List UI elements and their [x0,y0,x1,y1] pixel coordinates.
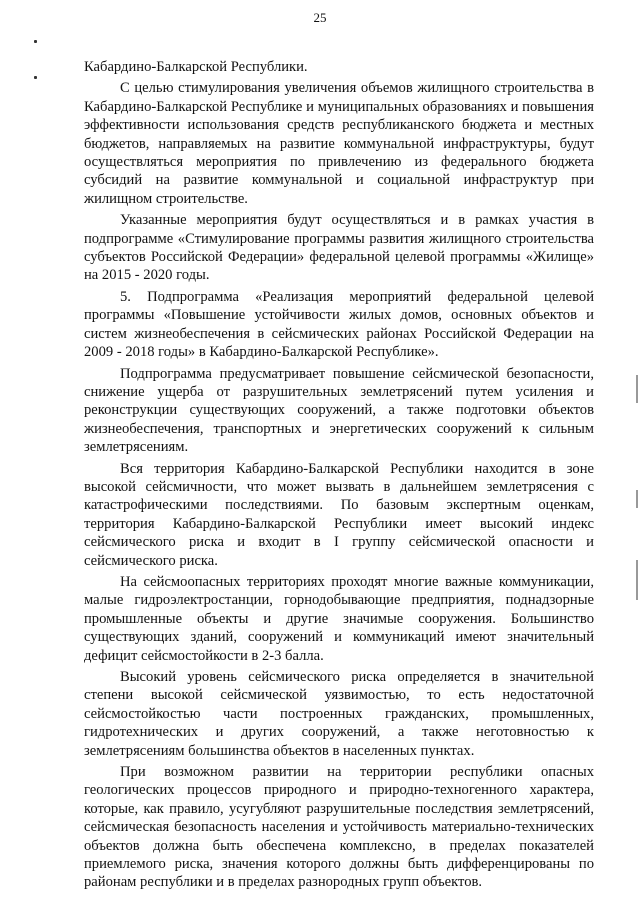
scan-mark [34,40,37,43]
scan-edge-mark [636,375,638,403]
scan-edge-mark [636,490,638,508]
scan-edge-mark [636,560,638,600]
scan-mark [34,76,37,79]
paragraph: При возможном развитии на территории республики опасных геологических процессов природного и природно-техногенного характера, которые, как правило, усугубляют разрушительные последствия землетрясений, сейсмическая безопасность населения и устойчивость материально-технических объектов должна быть обеспечена комплексно, в пределах показателей приемлемого риска, значения которого должны быть дифференцированы по районам республики и в пределах разнородных групп объектов. [84,764,594,891]
document-body [84,58,594,895]
paragraph: С целью стимулирования увеличения объемов жилищного строительства в Кабардино-Балкарской Республике и муниципальных образованиях и повышения эффективности использования средств республиканского бюджета и местных бюджетов, направляемых на развитие коммунальной инфраструктуры, будут осуществляться мероприятия по привлечению из федерального бюджета субсидий на развитие коммунальной и социальной инфраструктур при жилищном строительстве. [84,80,594,207]
paragraph: Вся территория Кабардино-Балкарской Республики находится в зоне высокой сейсмичности, что может вызвать в дальнейшем землетрясения с катастрофическими последствиями. По базовым экспертным оценкам, территория Кабардино-Балкарской Республики имеет высокий индекс сейсмического риска и входит в I группу сейсмической опасности и сейсмического риска. [84,460,594,569]
page-number: 25 [313,10,327,25]
paragraph: Указанные мероприятия будут осуществляться и в рамках участия в подпрограмме «Стимулирование программы развития жилищного строительства субъектов Российской Федерации» федеральной целевой программы «Жилище» на 2015 - 2020 годы. [84,212,594,284]
paragraph: Высокий уровень сейсмического риска определяется в значительной степени высокой сейсмической уязвимостью, то есть недостаточной сейсмостойкостью части построенных гражданских, промышленных, гидротехнических и других сооружений, а также неготовностью к землетрясениям большинства объектов в населенных пунктах. [84,669,594,759]
paragraph: 5. Подпрограмма «Реализация мероприятий федеральной целевой программы «Повышение устойчивости жилых домов, основных объектов и систем жизнеобеспечения в сейсмических районах Российской Федерации на 2009 - 2018 годы» в Кабардино-Балкарской Республике». [84,288,594,361]
paragraph: Кабардино-Балкарской Республики. [84,59,308,75]
paragraph: На сейсмоопасных территориях проходят многие важные коммуникации, малые гидроэлектростанции, горнодобывающие предприятия, поднадзорные промышленные объекты и другие значимые сооружения. Большинство существующих зданий, сооружений и коммуникаций имеют значительный дефицит сейсмостойкости в 2-3 балла. [84,573,594,664]
paragraph: Подпрограмма предусматривает повышение сейсмической безопасности, снижение ущерба от разрушительных землетрясений путем усиления и реконструкции существующих сооружений, а также подготовки объектов жизнеобеспечения, транспортных и энергетических сооружений к сильным землетрясениям. [84,365,594,456]
